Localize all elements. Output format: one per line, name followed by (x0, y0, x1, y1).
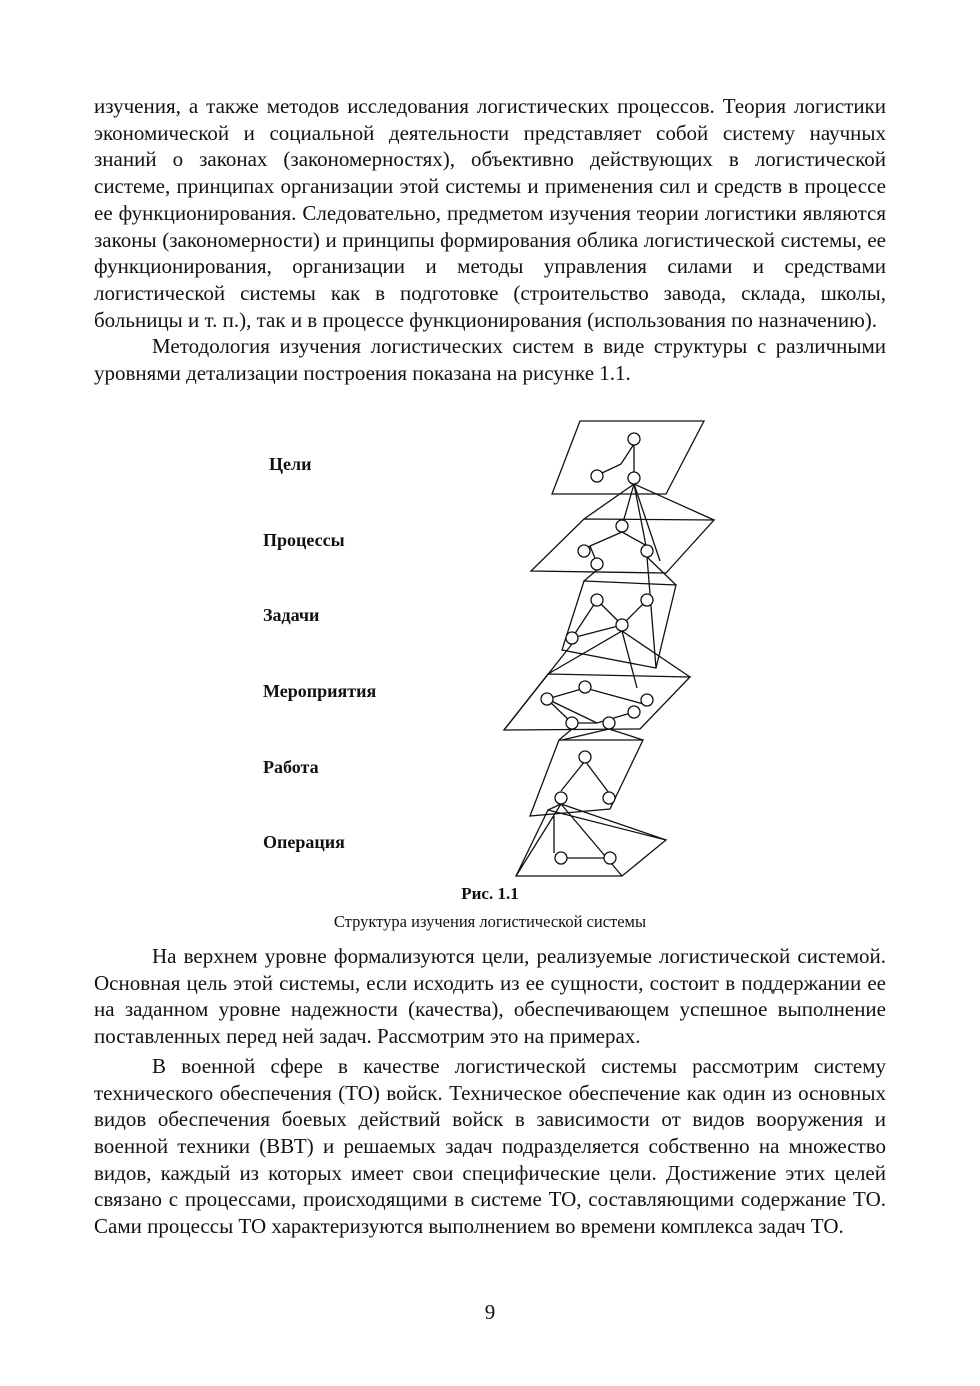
page-number: 9 (484, 1300, 496, 1324)
node (578, 545, 590, 557)
node (566, 717, 578, 729)
node (579, 681, 591, 693)
node (616, 619, 628, 631)
node (566, 632, 578, 644)
node (628, 472, 640, 484)
paragraph-methodology: Методология изучения логистических систем в виде структуры с различными уровнями детализации построения показана на рисунке 1.1. (94, 334, 886, 386)
plane-activities (504, 674, 690, 730)
body-text-bottom (94, 943, 886, 1240)
node (628, 706, 640, 718)
node (555, 792, 567, 804)
paragraph-top-level: На верхнем уровне формализуются цели, реализуемые логистической системой. Основная цель этой системы, если исходить из ее сущности, состоит в поддержании ее на заданном уровне надежности (качества), обеспечивающем успешное выполнение поставленных перед ней задач. Рассмотрим это на примерах. (94, 944, 886, 1049)
figure-1-1 (254, 418, 724, 880)
structure-diagram (254, 418, 724, 880)
figure-caption-text: Структура изучения логистической системы (333, 912, 647, 931)
level-label-tasks: Задачи (263, 605, 320, 625)
node (579, 751, 591, 763)
node (604, 852, 616, 864)
level-label-processes: Процессы (263, 530, 345, 550)
node (641, 594, 653, 606)
plane-operation (516, 810, 666, 876)
node (603, 792, 615, 804)
plane-goals (552, 421, 704, 494)
node (555, 852, 567, 864)
figure-caption-title: Рис. 1.1 (461, 884, 519, 903)
node (641, 545, 653, 557)
node (603, 717, 615, 729)
node (641, 694, 653, 706)
level-label-operation: Операция (263, 832, 345, 852)
node (616, 520, 628, 532)
node (628, 433, 640, 445)
node (591, 594, 603, 606)
paragraph-continued: изучения, а также методов исследования логистических процессов. Теория логистики экономической и социальной деятельности представляет собой систему научных знаний о законах (закономерностях), объективно действующих в логистической системе, принципах организации этой системы и применения сил и средств в процессе ее функционирования. Следовательно, предметом изучения теории логистики являются законы (закономерности) и принципы формирования облика логистической системы, ее функционирования, организации и методы управления силами и средствами логистической системы как в подготовке (строительство завода, склада, школы, больницы и т. п.), так и в процессе функционирования (использования по назначению). (94, 94, 886, 332)
node (591, 558, 603, 570)
level-label-goals: Цели (269, 454, 312, 474)
level-label-work: Работа (263, 757, 319, 777)
node (591, 470, 603, 482)
node (541, 693, 553, 705)
paragraph-military: В военной сфере в качестве логистической системы рассмотрим систему технического обеспечения (ТО) войск. Техническое обеспечение как один из основных видов обеспечения боевых действий войск в зависимости от видов вооружения и военной техники (ВВТ) и решаемых задач подразделяется собственно на множество видов, каждый из которых имеет свои специфические цели. Достижение этих целей связано с процессами, происходящими в системе ТО, составляющими содержание ТО. Сами процессы ТО характеризуются выполнением во времени комплекса задач ТО. (94, 1053, 886, 1239)
body-text-top (94, 93, 886, 387)
level-label-activities: Мероприятия (263, 681, 377, 701)
